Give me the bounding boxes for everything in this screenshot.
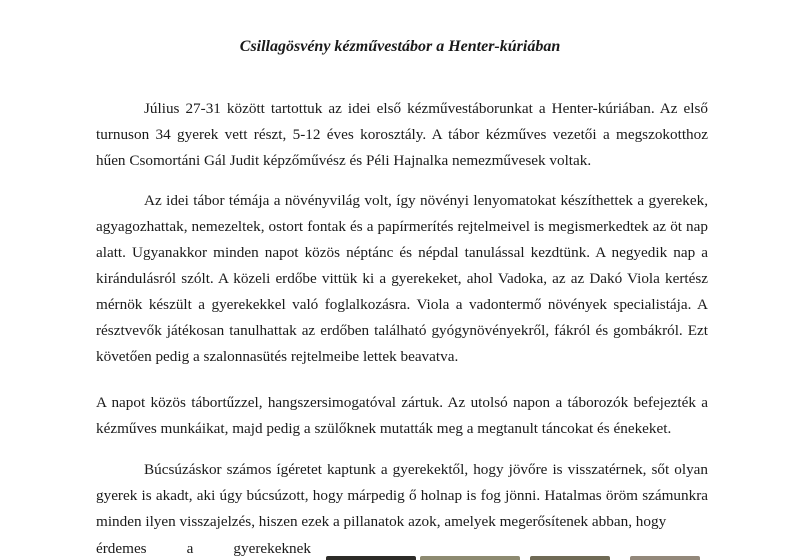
photo-thumbnail <box>326 556 416 560</box>
last-line-word: érdemes <box>96 540 147 557</box>
paragraph-1: Július 27-31 között tartottuk az idei első kézművestáborunkat a Henter-kúriában. Az első turnuson 34 gyerek vett részt, 5-12 éves korosztály. A tábor kézműves vezetői a megszokotthoz hűen Csomortáni Gál Judit képzőművész és Péli Hajnalka nemezművesek voltak. <box>96 100 708 169</box>
photo-thumbnail <box>530 556 610 560</box>
paragraph-3: A napot közös tábortűzzel, hangszersimogatóval zártuk. Az utolsó napon a táborozók befejezték a kézműves munkáikat, majd pedig a szülőknek mutatták meg a megtanult táncokat és énekeket. <box>96 394 708 437</box>
paragraph-2: Az idei tábor témája a növényvilág volt, így növényi lenyomatokat készíthettek a gyerekek, agyagozhattak, nemezeltek, ostort fontak és a papírmerítés rejtelmeivel is megismerkedtek az öt nap alatt. Ugyanakkor minden napot közös néptánc és népdal tanulással kezdtünk. A negyedik nap a kirándulásról szólt. A közeli erdőbe vittük ki a gyerekeket, ahol Vadoka, az az Dakó Viola kertész mérnök készült a gyerekekkel való foglalkozásra. Viola a vadontermő növények specialistája. A résztvevők játékosan tanulhattak az erdőben található gyógynövényekről, fákról és gombákról. Ezt követően pedig a szalonnasütés rejtelmeibe lettek beavatva. <box>96 192 708 365</box>
paragraph-4-last-line <box>96 536 311 560</box>
last-line-word: gyerekeknek <box>233 540 311 557</box>
photo-thumbnail <box>630 556 700 560</box>
photo-thumbnail <box>420 556 520 560</box>
document-title: Csillagösvény kézművestábor a Henter-kúriában <box>239 38 561 55</box>
last-line-word: a <box>186 540 194 557</box>
paragraph-4: Búcsúzáskor számos ígéretet kaptunk a gyerekektől, hogy jövőre is visszatérnek, sőt olyan gyerek is akadt, aki úgy búcsúzott, hogy márpedig ő holnap is fog jönni. Hatalmas öröm számunkra minden ilyen visszajelzés, hiszen ezek a pillanatok azok, amelyek megerősítenek abban, hogy <box>96 461 708 530</box>
